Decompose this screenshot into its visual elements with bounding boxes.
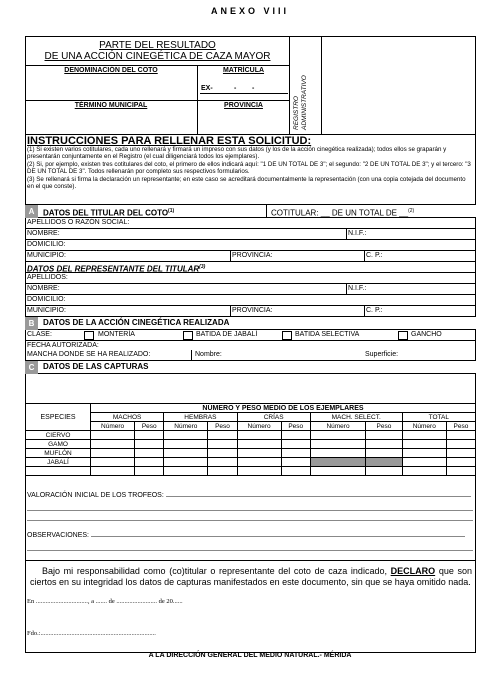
group-header: HEMBRAS xyxy=(164,413,237,422)
section-c-badge: C xyxy=(25,361,38,374)
titular-provincia-field[interactable]: PROVINCIA: xyxy=(232,252,273,259)
instruction-note-1: (1) Si existen varios cotitulares, cada uno rellenará y firmará un impreso con sus datos (y los de la acción cinegética realizada); todos ellos se graparán y presentarán conjuntamente en el Registro (el cual diligenciará todos los ejemplares). xyxy=(27,146,447,161)
rep-nif-field[interactable]: N.I.F.: xyxy=(348,285,367,292)
gancho-checkbox[interactable] xyxy=(398,331,408,340)
gancho-label: GANCHO xyxy=(411,331,442,338)
instructions-notes xyxy=(27,146,474,190)
form-title-line1: PARTE DEL RESULTADO xyxy=(99,40,216,51)
form-title xyxy=(25,40,290,62)
table-cell[interactable] xyxy=(366,431,402,440)
table-cell[interactable] xyxy=(281,449,310,458)
titular-nif-field[interactable]: N.I.F.: xyxy=(348,230,367,237)
species-gamo: GAMO xyxy=(26,440,91,449)
group-header: CRÍAS xyxy=(237,413,310,422)
table-cell[interactable] xyxy=(402,431,446,440)
observaciones-line xyxy=(27,550,473,551)
rep-apellidos-field[interactable]: APELLIDOS: xyxy=(25,273,476,284)
titular-domicilio-field[interactable]: DOMICILIO: xyxy=(25,240,476,251)
instruction-note-2: (2) Si, por ejemplo, existen tres cotitulares del coto, el primero de ellos indicará aquí: "1 DE UN TOTAL DE 3"; el segundo: "2 DE UN TOTAL DE 3"; y el tercero: "3 DE UN TOTAL DE 3". Todos rellenarán por completo sus respectivos formularios. xyxy=(27,160,471,176)
table-cell[interactable] xyxy=(237,440,281,449)
divider xyxy=(364,251,365,262)
valoracion-line xyxy=(27,520,473,521)
table-cell[interactable] xyxy=(164,440,208,449)
titular-municipio-field[interactable]: MUNICIPIO: PROVINCIA: C. P.: xyxy=(25,251,476,262)
table-cell[interactable] xyxy=(281,458,310,467)
monteria-checkbox[interactable] xyxy=(84,331,94,340)
captures-table-title: NÚMERO Y PESO MEDIO DE LOS EJEMPLARES xyxy=(91,404,476,413)
table-cell[interactable] xyxy=(237,431,281,440)
table-cell[interactable] xyxy=(446,467,475,476)
group-header: TOTAL xyxy=(402,413,475,422)
section-c-title: DATOS DE LAS CAPTURAS xyxy=(43,362,149,371)
clase-label: CLASE: xyxy=(27,331,52,338)
table-cell[interactable] xyxy=(237,467,281,476)
registro-vertical-label xyxy=(290,42,320,132)
shaded-cell xyxy=(310,458,366,467)
mancha-field[interactable]: MANCHA DONDE SE HA REALIZADO: Nombre: Superficie: xyxy=(25,350,476,361)
valoracion-line xyxy=(27,510,473,511)
table-cell[interactable] xyxy=(281,467,310,476)
observaciones-field[interactable]: OBSERVACIONES: xyxy=(27,532,465,540)
table-cell[interactable] xyxy=(208,440,237,449)
rep-nombre-field[interactable]: NOMBRE: N.I.F.: xyxy=(25,284,476,295)
rep-provincia-field[interactable]: PROVINCIA: xyxy=(232,307,273,314)
table-row xyxy=(26,449,476,458)
matricula-value[interactable]: EX- - - xyxy=(201,85,255,92)
footer-recipient: A LA DIRECCIÓN GENERAL DEL MEDIO NATURAL.- MÉRIDA xyxy=(148,652,352,659)
table-cell[interactable] xyxy=(310,440,366,449)
svg-text:REGISTRO: REGISTRO xyxy=(293,96,300,130)
section-a-badge: A xyxy=(25,205,38,218)
fecha-autorizada-field[interactable]: FECHA AUTORIZADA: xyxy=(27,342,99,349)
table-cell[interactable] xyxy=(281,440,310,449)
table-cell[interactable] xyxy=(310,431,366,440)
peso-header: Peso xyxy=(446,422,475,431)
table-cell[interactable] xyxy=(91,449,135,458)
form-title-line2: DE UNA ACCIÓN CINEGÉTICA DE CAZA MAYOR xyxy=(44,51,271,62)
table-row xyxy=(26,431,476,440)
numero-header: Número xyxy=(310,422,366,431)
batida-selectiva-label: BATIDA SELECTIVA xyxy=(295,331,360,338)
table-cell[interactable] xyxy=(402,449,446,458)
peso-header: Peso xyxy=(366,422,402,431)
table-cell[interactable] xyxy=(135,458,164,467)
mancha-nombre-field[interactable]: Nombre: xyxy=(195,351,222,358)
especies-header: ESPECIES xyxy=(26,404,91,431)
divider xyxy=(346,284,347,295)
table-cell[interactable] xyxy=(91,440,135,449)
table-cell[interactable] xyxy=(91,467,135,476)
table-cell[interactable] xyxy=(135,449,164,458)
section-a-header: A DATOS DEL TITULAR DEL COTO$^{(1)}$ COTITULAR: __ DE UN TOTAL DE __$^{(2)}$ xyxy=(25,205,476,218)
species-muflon: MUFLÓN xyxy=(26,449,91,458)
municipio-label: TÉRMINO MUNICIPAL xyxy=(74,102,148,109)
table-cell[interactable] xyxy=(208,467,237,476)
divider xyxy=(25,65,290,66)
shaded-cell xyxy=(366,458,402,467)
table-cell[interactable] xyxy=(26,467,91,476)
annex-title: ANEXO VIII xyxy=(210,6,289,16)
numero-header: Número xyxy=(237,422,281,431)
place-date-field[interactable]: En ................................, a ....... de ......................... de 20...... xyxy=(27,598,183,605)
divider xyxy=(230,306,231,317)
titular-cp-field[interactable]: C. P.: xyxy=(366,252,383,259)
table-cell[interactable] xyxy=(135,431,164,440)
divider xyxy=(364,306,365,317)
rep-cp-field[interactable]: C. P.: xyxy=(366,307,383,314)
table-cell[interactable] xyxy=(402,467,446,476)
titular-nombre-field[interactable]: NOMBRE: N.I.F.: xyxy=(25,229,476,240)
divider xyxy=(230,251,231,262)
divider xyxy=(266,205,267,218)
cotitular-field[interactable]: COTITULAR: __ DE UN TOTAL DE __$^{(2)}$ xyxy=(271,208,415,218)
table-cell[interactable] xyxy=(446,458,475,467)
declaration: Bajo mi responsabilidad como (co)titular o representante del coto de caza indicado, DECLARO que son ciertos en su integridad los datos de capturas manifestados en este documento, sin que se haya omitido nada. xyxy=(30,566,473,587)
representante-title: DATOS DEL REPRESENTANTE DEL TITULAR$^{(3)}$ xyxy=(25,262,476,273)
titular-apellidos-field[interactable]: APELLIDOS O RAZÓN SOCIAL: xyxy=(25,218,476,229)
table-cell[interactable] xyxy=(366,467,402,476)
valoracion-field[interactable]: VALORACIÓN INICIAL DE LOS TROFEOS: xyxy=(27,492,471,500)
rep-municipio-field[interactable]: MUNICIPIO: PROVINCIA: C. P.: xyxy=(25,306,476,317)
section-b-badge: B xyxy=(25,317,38,330)
table-cell[interactable] xyxy=(135,440,164,449)
table-cell[interactable] xyxy=(310,467,366,476)
signature-field[interactable]: Fdo.:....................................................................... xyxy=(27,630,156,637)
matricula-underline xyxy=(200,93,288,94)
instructions-title: INSTRUCCIONES PARA RELLENAR ESTA SOLICITUD: xyxy=(27,135,312,147)
table-cell[interactable] xyxy=(402,440,446,449)
divider xyxy=(25,100,290,101)
clase-row xyxy=(25,330,476,341)
species-jabali: JABALÍ xyxy=(26,458,91,467)
batida-jabali-label: BATIDA DE JABALÍ xyxy=(196,331,258,338)
section-a-title: DATOS DEL TITULAR DEL COTO xyxy=(43,208,169,218)
table-cell[interactable] xyxy=(208,431,237,440)
divider xyxy=(25,560,476,561)
table-cell[interactable] xyxy=(366,440,402,449)
coto-name-label: DENOMINACIÓN DEL COTO xyxy=(64,67,158,74)
table-cell[interactable] xyxy=(237,458,281,467)
numero-header: Número xyxy=(164,422,208,431)
table-cell[interactable] xyxy=(164,467,208,476)
peso-header: Peso xyxy=(208,422,237,431)
table-cell[interactable] xyxy=(446,449,475,458)
peso-header: Peso xyxy=(135,422,164,431)
species-ciervo: CIERVO xyxy=(26,431,91,440)
divider xyxy=(191,350,192,361)
table-cell[interactable] xyxy=(281,431,310,440)
monteria-label: MONTERÍA xyxy=(98,331,135,338)
table-cell[interactable] xyxy=(366,449,402,458)
captures-table xyxy=(25,403,476,476)
matricula-label: MATRÍCULA xyxy=(222,67,265,74)
section-c-header xyxy=(25,361,476,374)
peso-header: Peso xyxy=(281,422,310,431)
table-cell[interactable] xyxy=(402,458,446,467)
batida-selectiva-checkbox[interactable] xyxy=(282,331,292,340)
table-cell[interactable] xyxy=(208,449,237,458)
svg-text:ADMINISTRATIVO: ADMINISTRATIVO xyxy=(301,75,308,130)
table-row xyxy=(26,440,476,449)
table-cell[interactable] xyxy=(237,449,281,458)
instruction-note-3: (3) Se rellenará si firma la declaración un representante; en este caso se acreditará documentalmente la representación (con una copia cotejada del documento en el que conste). xyxy=(27,175,466,191)
section-b-header xyxy=(25,317,476,330)
table-cell[interactable] xyxy=(310,449,366,458)
table-cell[interactable] xyxy=(164,458,208,467)
table-row xyxy=(26,458,476,467)
provincia-label: PROVINCIA xyxy=(224,102,263,109)
table-cell[interactable] xyxy=(446,440,475,449)
mancha-superficie-field[interactable]: Superficie: xyxy=(365,351,399,358)
group-header: MACH. SELECT. xyxy=(310,413,402,422)
table-cell[interactable] xyxy=(91,458,135,467)
table-cell[interactable] xyxy=(208,458,237,467)
numero-header: Número xyxy=(91,422,135,431)
table-cell[interactable] xyxy=(91,431,135,440)
section-b-title: DATOS DE LA ACCIÓN CINEGÉTICA REALIZADA xyxy=(43,318,230,327)
table-cell[interactable] xyxy=(135,467,164,476)
table-cell[interactable] xyxy=(164,449,208,458)
declaro: DECLARO xyxy=(390,566,436,576)
table-cell[interactable] xyxy=(446,431,475,440)
batida-jabali-checkbox[interactable] xyxy=(183,331,193,340)
table-cell[interactable] xyxy=(164,431,208,440)
numero-header: Número xyxy=(402,422,446,431)
divider xyxy=(346,229,347,240)
rep-domicilio-field[interactable]: DOMICILIO: xyxy=(25,295,476,306)
group-header: MACHOS xyxy=(91,413,164,422)
table-row xyxy=(26,467,476,476)
